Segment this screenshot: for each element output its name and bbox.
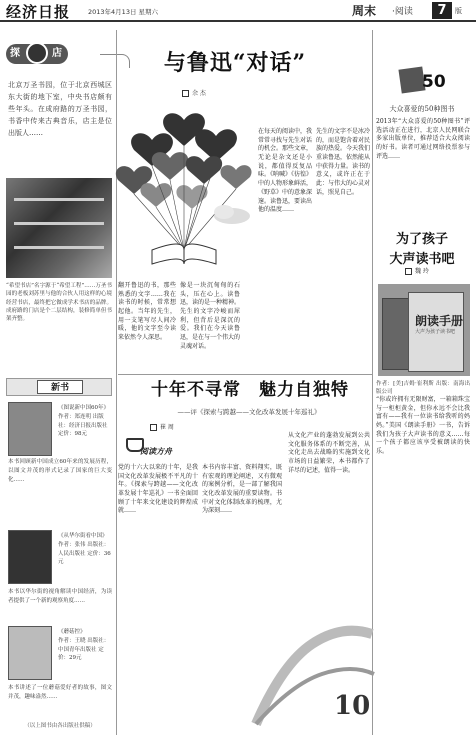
book-cover-1 xyxy=(8,402,52,456)
article2-column-1: 党的十六大以来的十年，是我国文化改革发展极不平凡的十年。《探索与跨越——文化改革发展十年巡礼》一书全面回顾了十年来文化建设的辉煌成就…… xyxy=(118,464,198,515)
award-text: 2013年“大众喜爱的50种图书”评选活动正在进行，北京人民网联合多家出版单位，推荐适合大众阅读的好书。读者可通过网络投票参与评选…… xyxy=(376,118,470,160)
column-label xyxy=(6,44,68,64)
column-logo-label: 阅读方舟 xyxy=(140,446,172,456)
author-name: 崔 周 xyxy=(160,424,174,431)
book-icon xyxy=(26,42,48,64)
new-books-label: 新书 xyxy=(37,380,83,394)
issue-date: 2013年4月13日 星期六 xyxy=(88,8,159,16)
book-meta: 作者：张伟 出版社：人民出版社 定价：36元 xyxy=(58,541,111,566)
page-suffix: 版 xyxy=(455,7,462,15)
book-title: 《蘑菇控》 xyxy=(58,629,86,635)
article-byline-3 xyxy=(405,268,429,277)
book-info-2 xyxy=(58,532,112,567)
article3-text: “你或许拥有无限财富，一箱箱珠宝与一柜柜黄金，但你永远不会比我富有——我有一位读书给我听的妈妈。”美国《朗读手册》一书，告诉我们为孩子大声读书的意义……每一个孩子都应该享受被朗读的快乐。 xyxy=(376,396,470,456)
section-sub: ·阅读 xyxy=(392,7,413,17)
article-subtitle-2: ——评《探索与跨越——文化改革发展十年巡礼》 xyxy=(177,408,321,416)
book-desc-3: 本书讲述了一位蘑菇爱好者的故事，图文并茂，趣味盎然…… xyxy=(8,685,112,700)
article-title-3: 为了孩子 大声读书吧 xyxy=(389,232,455,267)
article-column-1: 翻开鲁迅的书，那些熟悉的文字……我在读书的时候，常常想起他。当年的先生，用一支笔写尽人间冷暖，他的文字至今读来依然令人深思。 xyxy=(118,282,176,342)
book-cover-subtitle: 大声为孩子读书吧 xyxy=(415,329,456,335)
author-name: 余 杰 xyxy=(192,90,206,97)
article2-column-3: 从文化产业的蓬勃发展到公共文化服务体系的不断完善，从文化走出去战略的实施到文化市场的日益繁荣，本书都作了详尽的记述，值得一读。 xyxy=(288,432,370,474)
book-caption: 作者：[美]吉姆·崔利斯 出版：南海出版公司 xyxy=(376,381,470,396)
column-logo xyxy=(120,432,188,462)
book-meta: 作者：郑连明 出版社：经济日报出版社 定价：98元 xyxy=(58,413,108,438)
page-header xyxy=(0,0,476,22)
footnote: （以上图书由各出版社供稿） xyxy=(24,723,96,729)
book-title: 《从华尔街看中国》 xyxy=(58,533,108,539)
author-name: 魏 玲 xyxy=(415,268,429,275)
book-meta: 作者：王晓 出版社：中国青年出版社 定价：29元 xyxy=(58,637,110,662)
page-number: 7 xyxy=(432,2,452,19)
book-cover-2 xyxy=(8,530,52,584)
column-label-right: 店 xyxy=(52,48,62,59)
award-caption: 大众喜爱的50种图书 xyxy=(389,105,455,113)
article-column-4: 先生的文字不是冰冷的，而是饱含着对民族的热爱。今天我们重读鲁迅，依然能从中获得力量。读书的意义，或许正在于此：与伟大的心灵对话，照见自己。 xyxy=(316,128,371,196)
article-byline xyxy=(182,90,206,99)
divider xyxy=(118,374,372,375)
book-info-1 xyxy=(58,404,112,439)
photo-caption: “希望书店”名字源于“希望工程”……万圣书园的老板刘苏里与他的合伙人用这样的心境经营书店，最终把它做成学术书店的品牌。成府路的门店是个二层结构，装修简单但书架齐整。 xyxy=(6,283,112,322)
book-desc-1: 本书回顾新中国成立60年来的发展历程，以图文并茂的形式记录了国家的巨大变化…… xyxy=(8,459,112,483)
column-label-left: 探 xyxy=(10,48,20,59)
section-name: 周末 xyxy=(352,4,377,18)
book-desc-2: 本书以华尔街的视角解读中国经济，为读者提供了一个新的观察角度…… xyxy=(8,589,112,604)
article-title-2: 十年不寻常 魅力自独特 xyxy=(151,380,349,400)
sidebar-intro: 北京万圣书园，位于北京西城区东大街的地下室，中央书店颇有些年头。在成府路的万圣书园，书香中传来古典音乐，店主是位出版人…… xyxy=(8,81,112,137)
book-cover-title: 朗读手册 xyxy=(415,314,464,328)
book-award-logo xyxy=(380,64,468,104)
article-column-2: 像是一块沉甸甸的石头，压在心上。读鲁迅，读的是一种精神。先生的文字冷峻而犀利，但背后是深沉的爱。我们在今天读鲁迅，是在与一个伟大的灵魂对话。 xyxy=(180,282,241,350)
bookstore-photo xyxy=(6,178,112,278)
article-title: 与鲁迅“对话” xyxy=(163,50,307,76)
new-books-header xyxy=(6,378,112,396)
newspaper-logo: 经济日报 xyxy=(6,3,71,21)
ten-year-illustration xyxy=(252,604,378,732)
article2-column-2: 本书内容丰富、资料翔实，既有宏观的理论阐述，又有微观的案例分析，是一部了解我国文化改革发展的重要读物。书中对文化体制改革的梳理，尤为深刻…… xyxy=(202,464,282,515)
award-number: 50 xyxy=(422,72,446,92)
book-info-3 xyxy=(58,628,112,663)
svg-text:10: 10 xyxy=(334,691,371,721)
book-cover-3 xyxy=(8,626,52,680)
article-column-3: 在每天的阅读中，我常常寻找与先生对话的机会。那些文章，无论是杂文还是小说，都值得反复品味。《呐喊》《彷徨》中的人物形象鲜活，《野草》中的意象深邃。读鲁迅，要读出他的温度…… xyxy=(258,128,313,214)
book-title: 《图说新中国60年》 xyxy=(58,405,109,411)
book-cover-image xyxy=(378,284,470,376)
heart-tree-illustration xyxy=(112,100,256,280)
